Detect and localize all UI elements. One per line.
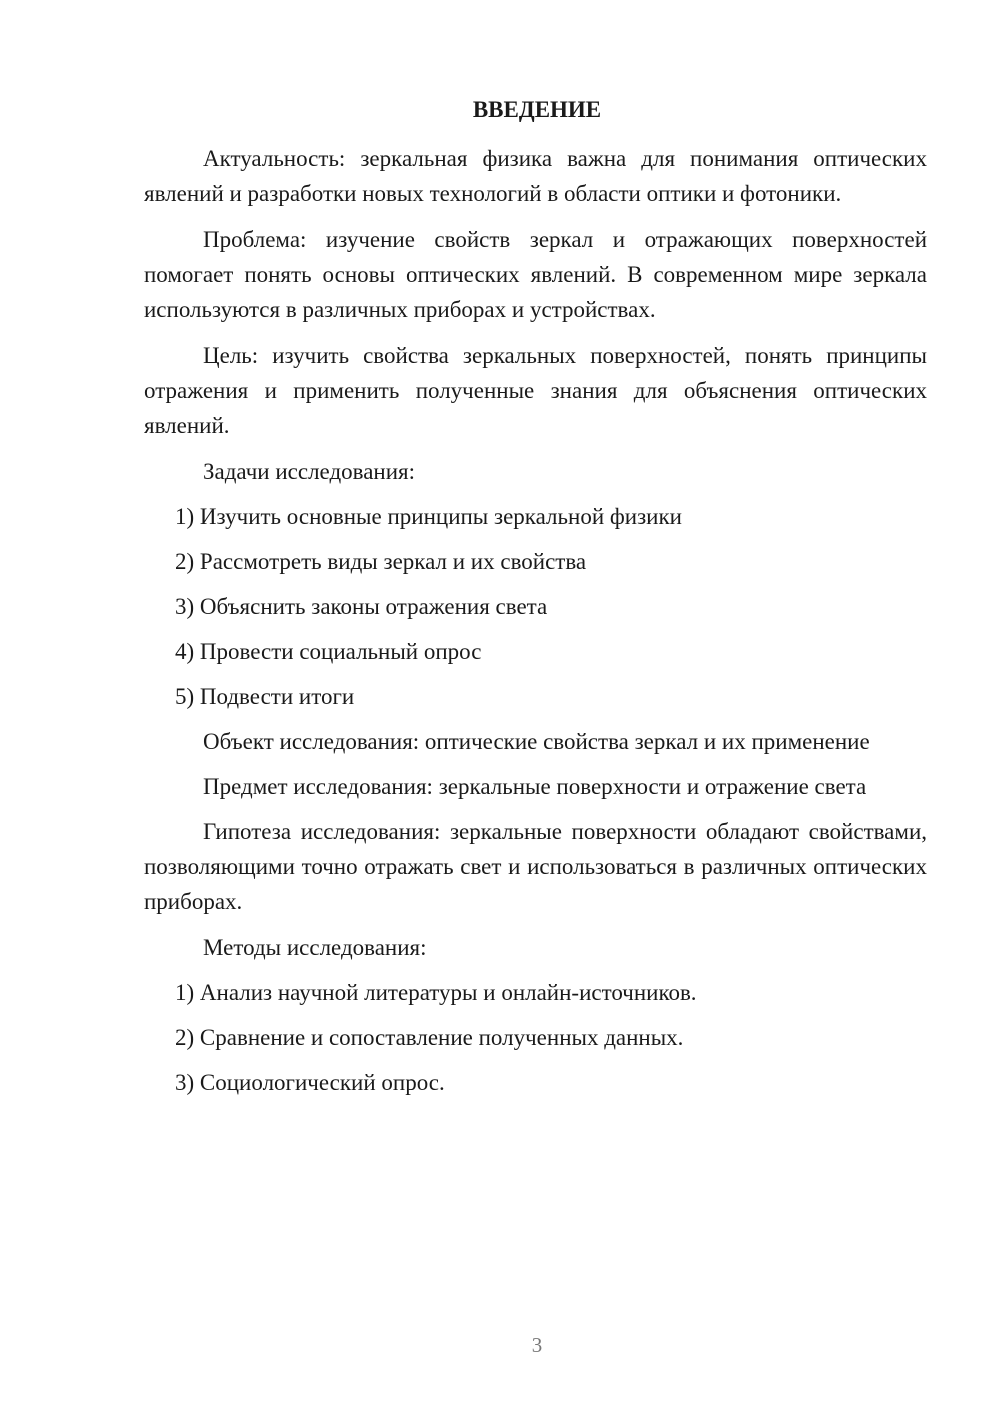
method-item: 1) Анализ научной литературы и онлайн-источников. bbox=[175, 980, 697, 1005]
hypothesis-paragraph: Гипотеза исследования: зеркальные поверхности обладают свойствами, позволяющими точно отражать свет и использоваться в различных оптических приборах. bbox=[144, 819, 927, 914]
tasks-list bbox=[144, 499, 927, 714]
goal-paragraph: Цель: изучить свойства зеркальных поверхностей, понять принципы отражения и применить полученные знания для объяснения оптических явлений. bbox=[144, 343, 927, 438]
object-line: Объект исследования: оптические свойства зеркал и их применение bbox=[203, 729, 870, 754]
relevance-paragraph: Актуальность: зеркальная физика важна для понимания оптических явлений и разработки новых технологий в области оптики и фотоники. bbox=[144, 146, 927, 206]
task-item: 5) Подвести итоги bbox=[175, 684, 355, 709]
page-title: ВВЕДЕНИЕ bbox=[472, 97, 602, 122]
method-item: 3) Социологический опрос. bbox=[175, 1070, 445, 1095]
document-body bbox=[144, 141, 927, 1110]
tasks-heading: Задачи исследования: bbox=[203, 459, 416, 484]
subject-line: Предмет исследования: зеркальные поверхности и отражение света bbox=[203, 774, 867, 799]
task-item: 2) Рассмотреть виды зеркал и их свойства bbox=[175, 549, 587, 574]
method-item: 2) Сравнение и сопоставление полученных данных. bbox=[175, 1025, 684, 1050]
problem-paragraph: Проблема: изучение свойств зеркал и отражающих поверхностей помогает понять основы оптических явлений. В современном мире зеркала используются в различных приборах и устройствах. bbox=[144, 227, 927, 322]
task-item: 1) Изучить основные принципы зеркальной физики bbox=[175, 504, 682, 529]
methods-list bbox=[144, 975, 927, 1100]
task-item: 4) Провести социальный опрос bbox=[175, 639, 482, 664]
page-number: 3 bbox=[531, 1333, 543, 1357]
task-item: 3) Объяснить законы отражения света bbox=[175, 594, 548, 619]
methods-heading: Методы исследования: bbox=[203, 935, 427, 960]
